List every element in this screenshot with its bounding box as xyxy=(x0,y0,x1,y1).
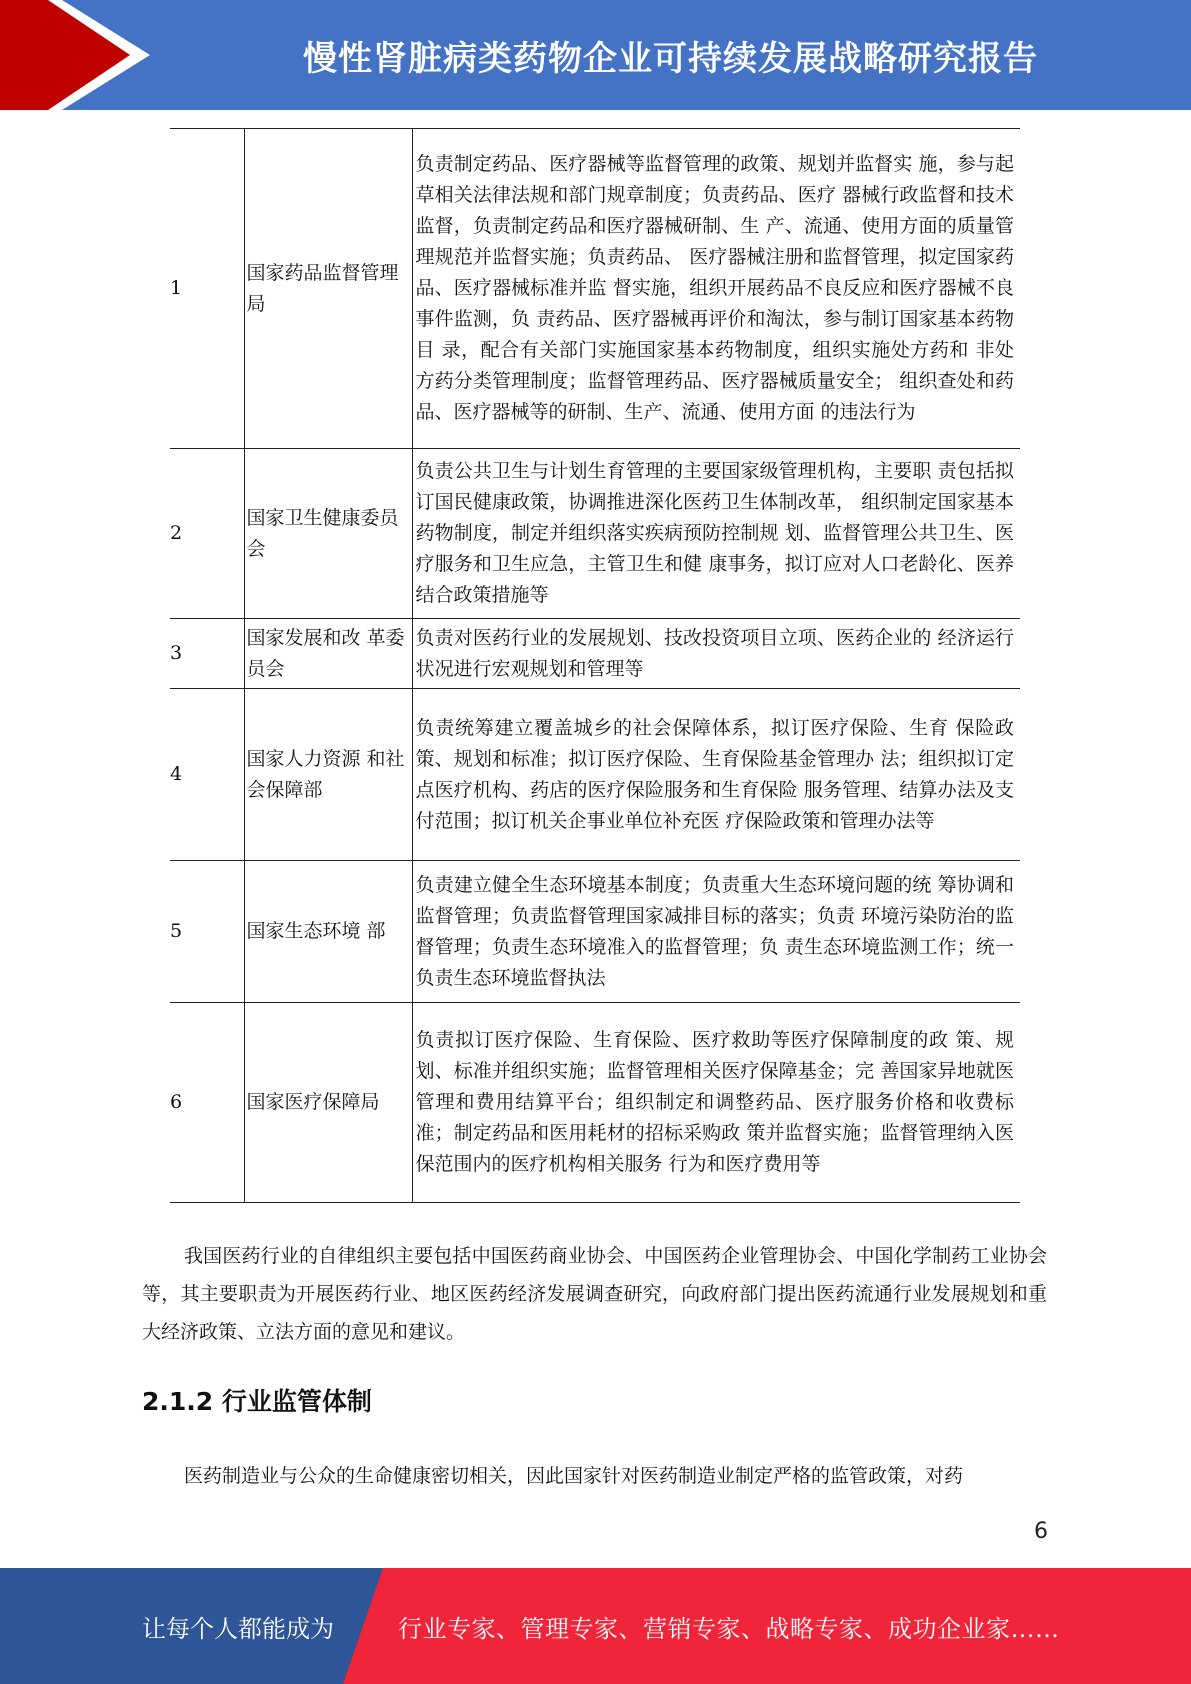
agency-duty: 负责建立健全生态环境基本制度；负责重大生态环境问题的统 筹协调和监督管理；负责监督管理国家减排目标的落实；负责 环境污染防治的监督管理；负责生态环境准入的监督管理；负 责生态环境监测工作；统一负责生态环境监督执法 xyxy=(415,873,1014,989)
footer-slogan-left: 让每个人都能成为 xyxy=(142,1614,334,1643)
table-row xyxy=(170,619,1020,689)
table-row xyxy=(170,861,1020,1003)
table-row xyxy=(170,689,1020,861)
agency-name: 国家卫生健康委员会 xyxy=(244,449,412,619)
agency-duty: 负责统筹建立覆盖城乡的社会保障体系，拟订医疗保险、生育 保险政策、规划和标准；拟订医疗保险、生育保险基金管理办 法；组织拟订定点医疗机构、药店的医疗保险服务和生育保险 服务管理、结算办法及支付范围；拟订机关企事业单位补充医 疗保险政策和管理办法等 xyxy=(415,716,1014,832)
footer-slogan-right: 行业专家、管理专家、营销专家、战略专家、成功企业家…… xyxy=(398,1614,1060,1643)
row-number: 6 xyxy=(170,1091,183,1113)
page-number: 6 xyxy=(1034,1519,1048,1544)
agency-name: 国家生态环境 部 xyxy=(244,861,412,1003)
report-title: 慢性肾脏病类药物企业可持续发展战略研究报告 xyxy=(303,38,1038,79)
page-footer xyxy=(0,1568,1191,1684)
row-number: 1 xyxy=(170,277,183,299)
row-number: 2 xyxy=(170,522,183,544)
agency-name: 国家医疗保障局 xyxy=(244,1003,412,1203)
page-header xyxy=(0,0,1191,110)
agency-duty: 负责对医药行业的发展规划、技改投资项目立项、医药企业的 经济运行状况进行宏观规划和管理等 xyxy=(415,626,1014,680)
table-row xyxy=(170,129,1020,449)
row-number: 5 xyxy=(170,920,183,942)
agency-duty: 负责公共卫生与计划生育管理的主要国家级管理机构，主要职 责包括拟订国民健康政策，协调推进深化医药卫生体制改革， 组织制定国家基本药物制度，制定并组织落实疾病预防控制规 划、监督管理公共卫生、医疗服务和卫生应急，主管卫生和健 康事务，拟订应对人口老龄化、医养结合政策措施等 xyxy=(415,460,1014,606)
body-paragraph: 医药制造业与公众的生命健康密切相关，因此国家针对医药制造业制定严格的监管政策，对药 xyxy=(184,1465,964,1487)
agency-duty: 负责制定药品、医疗器械等监督管理的政策、规划并监督实 施，参与起草相关法律法规和部门规章制度；负责药品、医疗 器械行政监督和技术监督，负责制定药品和医疗器械研制、生 产、流通、使用方面的质量管理规范并监督实施；负责药品、 医疗器械注册和监督管理，拟定国家药品、医疗器械标准并监 督实施，组织开展药品不良反应和医疗器械不良事件监测，负 责药品、医疗器械再评价和淘汰，参与制订国家基本药物目 录，配合有关部门实施国家基本药物制度，组织实施处方药和 非处方药分类管理制度；监督管理药品、医疗器械质量安全； 组织查处和药品、医疗器械等的研制、生产、流通、使用方面 的违法行为 xyxy=(415,153,1014,423)
regulator-table xyxy=(170,128,1020,1203)
header-arrow-icon xyxy=(0,0,160,110)
agency-name: 国家发展和改 革委员会 xyxy=(244,619,412,689)
agency-name: 国家药品监督管理局 xyxy=(244,129,412,449)
agency-duty: 负责拟订医疗保险、生育保险、医疗救助等医疗保障制度的政 策、规划、标准并组织实施；监督管理相关医疗保障基金；完 善国家异地就医管理和费用结算平台；组织制定和调整药品、医疗服务价格和收费标准；制定药品和医用耗材的招标采购政 策并监督实施；监督管理纳入医保范围内的医疗机构相关服务 行为和医疗费用等 xyxy=(415,1029,1014,1175)
table-row xyxy=(170,1003,1020,1203)
agency-name: 国家人力资源 和社会保障部 xyxy=(244,689,412,861)
row-number: 3 xyxy=(170,642,183,664)
table-row xyxy=(170,449,1020,619)
body-paragraph: 我国医药行业的自律组织主要包括中国医药商业协会、中国医药企业管理协会、中国化学制药工业协会等，其主要职责为开展医药行业、地区医药经济发展调查研究，向政府部门提出医药流通行业发展规划和重大经济政策、立法方面的意见和建议。 xyxy=(142,1245,1047,1343)
row-number: 4 xyxy=(170,763,183,785)
section-heading: 2.1.2 行业监管体制 xyxy=(142,1387,372,1416)
